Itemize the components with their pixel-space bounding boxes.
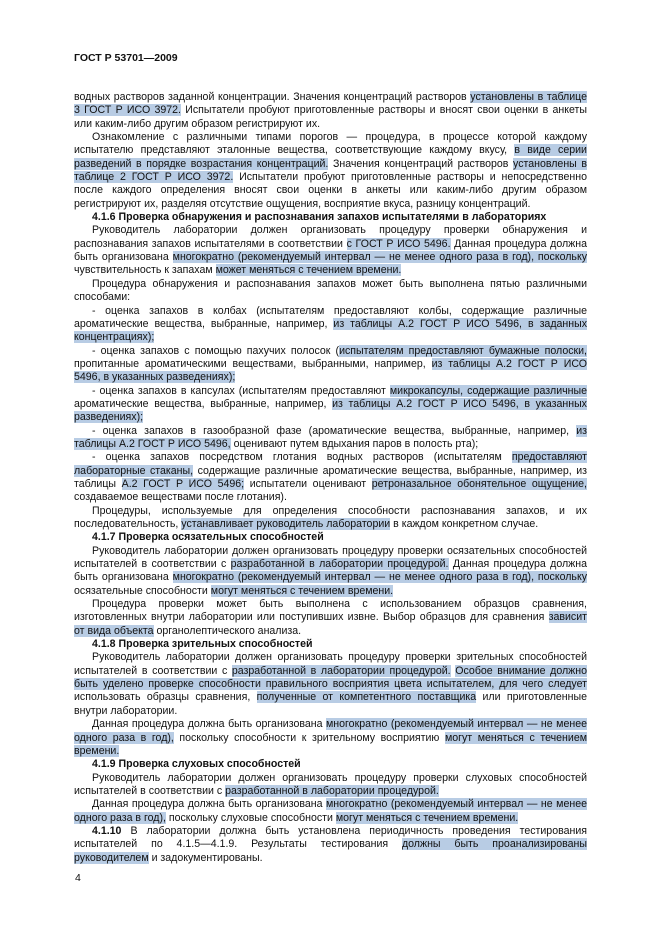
text-segment: водных растворов заданной концентрации. Значения концентраций растворов [74, 91, 471, 103]
highlighted-text: установлены в таблице 3 ГОСТ Р ИСО 3972. [74, 91, 587, 117]
highlighted-text: из таблицы А.2 ГОСТ Р ИСО 5496, в заданных концентрациях); [74, 317, 587, 344]
list-item [74, 345, 587, 385]
text-segment: 4.1.6 Проверка обнаружения и распознавания запахов испытателями в лабораториях [92, 211, 547, 224]
highlighted-text: зависит от вида объекта [74, 611, 587, 637]
text-segment: 4.1.8 Проверка зрительных способностей [92, 638, 313, 651]
highlighted-text: разработанной в лаборатории процедурой. [225, 784, 439, 797]
text-segment: Ознакомление с различными типами порогов — процедура, в процессе которой каждому испытателю представляют эталонные вещества, соответствующие каждому вкусу, [74, 131, 587, 157]
highlighted-text: может меняться с течением времени. [215, 264, 402, 277]
text-segment: Процедуры, используемые для определения способности распознавания запахов, и их последовательность, [74, 504, 587, 530]
highlighted-text: А.2 ГОСТ Р ИСО 5496; [121, 477, 245, 490]
text-segment: Руководитель лаборатории должен организовать процедуру проверки осязательных способностей испытателей в соответствии с [74, 544, 587, 571]
text-segment: Испытатели пробуют приготовленные растворы и непосредственно после каждого определения вносят свои оценки в анкеты или каким-либо другим образом регистрируют их, разделяя отсутствие ощущения, восприятие вкуса, разницу концентраций. [74, 171, 588, 210]
text-segment: 4.1.10 [92, 824, 122, 837]
page-number: 4 [75, 872, 81, 884]
highlighted-text: могут меняться с течением времени. [210, 584, 394, 597]
paragraph [74, 505, 587, 532]
paragraph-continuation [74, 91, 587, 131]
text-segment: создаваемое веществами после глотания). [74, 491, 287, 504]
document-header: ГОСТ Р 53701—2009 [74, 52, 178, 64]
text-segment: - оценка запахов в газообразной фазе (ароматические вещества, выбранные, например, [92, 424, 577, 437]
text-segment: органолептического анализа. [153, 624, 302, 637]
highlighted-text: должны быть проанализированы руководителем [74, 838, 587, 864]
text-segment: Руководитель лаборатории должен организовать процедуру проверки обнаружения и распознавания запахов испытателями в соответствии [74, 224, 587, 250]
text-segment: 4.1.7 Проверка осязательных способностей [92, 531, 324, 544]
list-item [74, 385, 587, 425]
highlighted-text: предоставляют лабораторные стаканы, [74, 451, 587, 477]
text-segment: ароматические вещества, выбранные, например, [74, 397, 333, 410]
paragraph [74, 278, 587, 305]
text-segment: и задокументированы. [148, 851, 263, 864]
heading [74, 211, 587, 224]
text-segment: - оценка запахов посредством глотания водных растворов (испытателям [92, 451, 512, 464]
heading [74, 531, 587, 544]
highlighted-text: с ГОСТ Р ИСО 5496. [346, 237, 451, 250]
text-segment: или приготовленные внутри лаборатории. [74, 691, 588, 717]
text-segment: В лаборатории должна быть установлена периодичность проведения тестирования испытателей по 4.1.5—4.1.9. Результаты тестирования [74, 824, 587, 851]
paragraph [74, 772, 587, 799]
highlighted-text: испытателям предоставляют бумажные полоски, [339, 344, 588, 357]
heading [74, 758, 587, 771]
text-segment: содержащие различные ароматические вещества, выбранные, например, из таблицы [74, 464, 587, 490]
highlighted-text: многократно (рекомендуемый интервал — не менее одного раза в год), поскольку [172, 571, 587, 584]
highlighted-text: из таблицы А.2 ГОСТ Р ИСО 5496, в указанных разведениях); [74, 357, 587, 384]
paragraph [74, 131, 587, 211]
highlighted-text: многократно (рекомендуемый интервал — не менее одного раза в год), [74, 798, 587, 824]
paragraph [74, 798, 587, 825]
text-segment: поскольку способности к зрительному восприятию [173, 731, 445, 744]
highlighted-text: из таблицы А.2 ГОСТ Р ИСО 5496, [74, 424, 587, 450]
paragraph [74, 651, 587, 718]
highlighted-text: многократно (рекомендуемый интервал — не менее одного раза в год), поскольку [172, 251, 587, 264]
text-segment: испытатели оценивают [244, 477, 372, 490]
text-segment: 4.1.9 Проверка слуховых способностей [92, 758, 301, 771]
text-segment: оценивают путем вдыхания паров в полость рта); [230, 437, 479, 450]
highlighted-text: многократно (рекомендуемый интервал — не менее одного раза в год), [74, 718, 587, 744]
text-segment: Руководитель лаборатории должен организовать процедуру проверки слуховых способностей испытателей в соответствии с [74, 771, 587, 797]
highlighted-text: разработанной в лаборатории процедурой. [230, 558, 449, 571]
text-segment: - оценка запахов в колбах (испытателям предоставляют колбы, содержащие различные ароматические вещества, выбранные, например, [74, 304, 587, 330]
heading [74, 638, 587, 651]
highlighted-text: устанавливает руководитель лаборатории [181, 518, 391, 530]
text-segment: осязательные способности [74, 584, 211, 597]
highlighted-text: разработанной в лаборатории процедурой. [231, 664, 451, 677]
text-segment: Процедура обнаружения и распознавания запахов может быть выполнена пятью различными способами: [74, 277, 587, 304]
text-segment: поскольку слуховые способности [165, 811, 336, 824]
highlighted-text: Особое внимание должно быть уделено проверке способности правильного восприятия цвета испытателем, для чего следует [74, 664, 587, 691]
text-segment: пропитанные ароматическими веществами, выбранными, например, [74, 357, 432, 370]
list-item [74, 451, 587, 504]
text-segment: - оценка запахов с помощью пахучих полосок ( [92, 344, 340, 357]
text-segment: Значения концентраций растворов [328, 157, 514, 170]
highlighted-text: полученные от компетентного поставщика [256, 691, 477, 704]
paragraph [74, 545, 587, 598]
text-segment: Данная процедура должна быть организована [92, 718, 327, 731]
text-segment: - оценка запахов в капсулах (испытателям предоставляют [92, 384, 390, 397]
paragraph [74, 598, 587, 638]
highlighted-text: в виде серии разведений в порядке возрастания концентраций. [74, 144, 587, 170]
highlighted-text: ретроназальное обонятельное ощущение, [371, 477, 587, 490]
highlighted-text: микрокапсулы, содержащие различные [389, 384, 587, 397]
document-body [74, 91, 587, 865]
text-segment: в каждом конкретном случае. [390, 518, 539, 530]
text-segment: Данная процедура должна быть организована [74, 237, 587, 264]
text-segment: Руководитель лаборатории должен организовать процедуру проверки зрительных способностей испытателей в соответствии с [74, 651, 587, 677]
highlighted-text: могут меняться с течением времени. [74, 731, 587, 757]
text-segment: Процедура проверки может быть выполнена с использованием образцов сравнения, изготовленных внутри лаборатории или поступивших извне. Выбор образцов для сравнения [74, 598, 587, 624]
highlighted-text: могут меняться с течением времени. [335, 811, 519, 824]
text-segment: Испытатели пробуют приготовленные растворы и вносят свои оценки в анкеты или каким-либо другим образом регистрируют их. [74, 104, 587, 130]
text-segment: Данная процедура должна быть организована [92, 798, 327, 811]
list-item [74, 305, 587, 345]
paragraph [74, 224, 587, 277]
text-segment: чувствительность к запахам [74, 264, 216, 277]
paragraph [74, 825, 587, 865]
paragraph [74, 718, 587, 758]
highlighted-text: из таблицы А.2 ГОСТ Р ИСО 5496, в указанных разведениях); [74, 397, 587, 424]
text-segment: использовать образцы сравнения, [74, 691, 257, 704]
highlighted-text: установлены в таблице 2 ГОСТ Р ИСО 3972. [74, 157, 587, 184]
list-item [74, 425, 587, 452]
text-segment: Данная процедура должна быть организована [74, 558, 587, 584]
